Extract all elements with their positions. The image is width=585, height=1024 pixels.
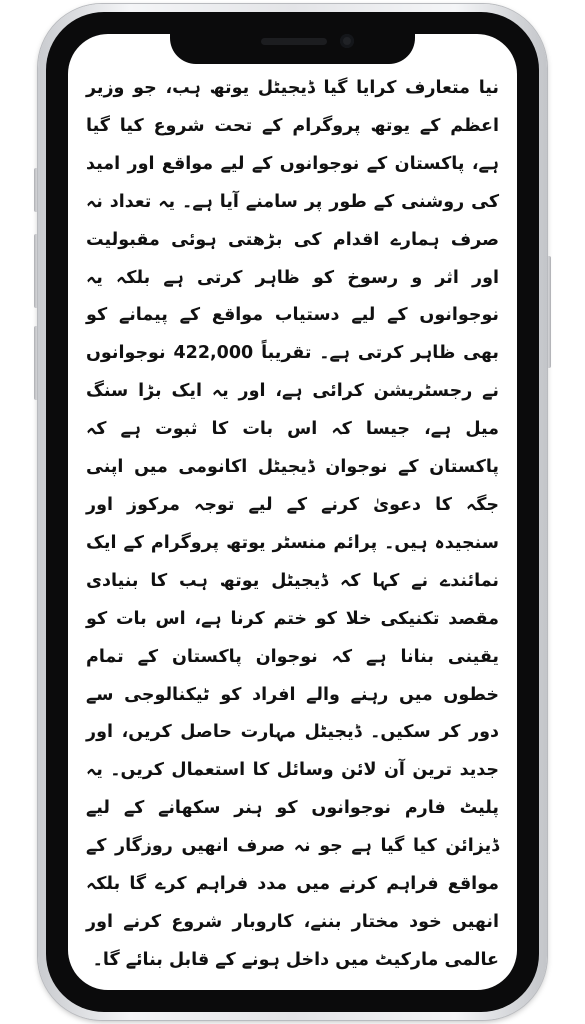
article-text xyxy=(86,70,499,980)
speaker-grille xyxy=(261,38,327,45)
phone-screen xyxy=(68,34,517,990)
front-camera-icon xyxy=(340,34,354,48)
article-paragraph: نیا متعارف کرایا گیا ڈیجیٹل یوتھ ہب، جو وزیر اعظم کے یوتھ پروگرام کے تحت شروع کیا گیا ہے، پاکستان کے نوجوانوں کے لیے مواقع اور امید کی روشنی کے طور پر سامنے آیا ہے۔ یہ تعداد نہ صرف ہمارے اقدام کی بڑھتی ہوئی مقبولیت اور اثر و رسوخ کو ظاہر کرتی ہے بلکہ یہ نوجوانوں کے لیے دستیاب مواقع کے پیمانے کو بھی ظاہر کرتی ہے۔ تقریباً 422,000 نوجوانوں نے رجسٹریشن کرائی ہے، اور یہ ایک بڑا سنگ میل ہے، جیسا کہ اس بات کا ثبوت ہے کہ پاکستان کے نوجوان ڈیجیٹل اکانومی میں اپنی جگہ کا دعویٰ کرنے کے لیے توجہ مرکوز اور سنجیدہ ہیں۔ پرائم منسٹر یوتھ پروگرام کے ایک نمائندے نے کہا کہ ڈیجیٹل یوتھ ہب کا بنیادی مقصد تکنیکی خلا کو ختم کرنا ہے، اس بات کو یقینی بنانا ہے کہ نوجوان پاکستان کے تمام خطوں میں رہنے والے افراد کو ٹیکنالوجی سے دور کر سکیں۔ ڈیجیٹل مہارت حاصل کریں، اور جدید ترین آن لائن وسائل کا استعمال کریں۔ یہ پلیٹ فارم نوجوانوں کو ہنر سکھانے کے لیے ڈیزائن کیا گیا ہے جو نہ صرف انھیں روزگار کے مواقع فراہم کرنے میں مدد فراہم کرے گا بلکہ انھیں خود مختار بننے، کاروبار شروع کرنے اور عالمی مارکیٹ میں داخل ہونے کے قابل بنائے گا۔ xyxy=(86,78,499,970)
